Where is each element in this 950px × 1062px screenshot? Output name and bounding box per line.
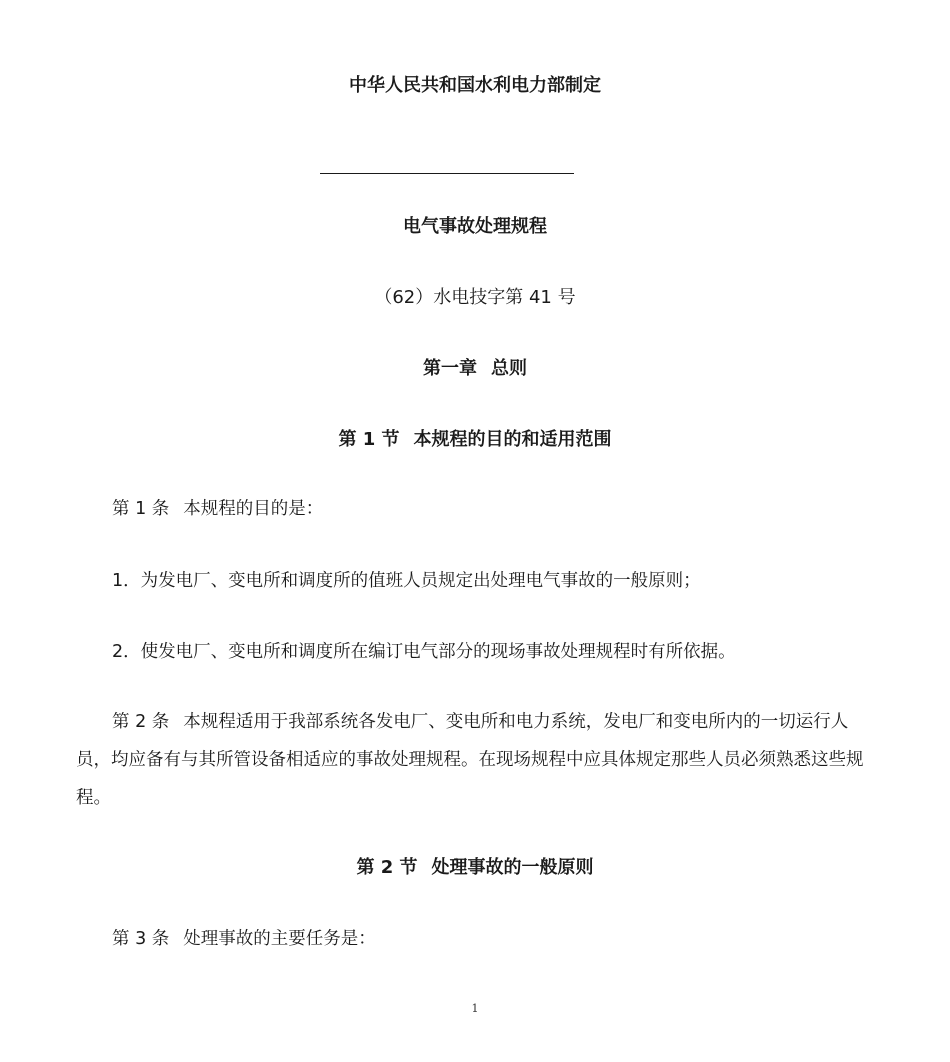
article-2 [76,703,876,817]
article-1-item-1: 1．为发电厂、变电所和调度所的值班人员规定出处理电气事故的一般原则； [112,571,701,591]
chapter-title: 总则 [491,358,527,379]
article-1-item-2: 2．使发电厂、变电所和调度所在编订电气部分的现场事故处理规程时有所依据。 [112,642,736,662]
section-2-number: 第 2 节 [356,857,418,878]
article-2-number: 第 2 条 [112,712,170,732]
document-number: （62）水电技字第 41 号 [374,287,576,308]
section-2-heading [0,854,950,882]
article-3-number: 第 3 条 [112,929,170,949]
header-divider [320,173,574,174]
article-1-text: 本规程的目的是： [183,499,324,519]
article-2-text: 本规程适用于我部系统各发电厂、变电所和电力系统，发电厂和变电所内的一切运行人员，均应备有与其所管设备相适应的事故处理规程。在现场规程中应具体规定那些人员必须熟悉这些规程。 [76,712,864,808]
article-1 [76,490,876,528]
page-number: 1 [471,1002,479,1015]
issuer-heading: 中华人民共和国水利电力部制定 [349,75,601,96]
chapter-number: 第一章 [423,358,477,379]
article-3 [76,920,876,958]
section-2-title: 处理事故的一般原则 [431,857,594,878]
article-3-text: 处理事故的主要任务是： [183,929,376,949]
section-1-heading [0,426,950,454]
chapter-heading [0,355,950,383]
document-title: 电气事故处理规程 [403,216,547,237]
section-1-title: 本规程的目的和适用范围 [413,429,612,450]
article-1-number: 第 1 条 [112,499,170,519]
section-1-number: 第 1 节 [338,429,400,450]
